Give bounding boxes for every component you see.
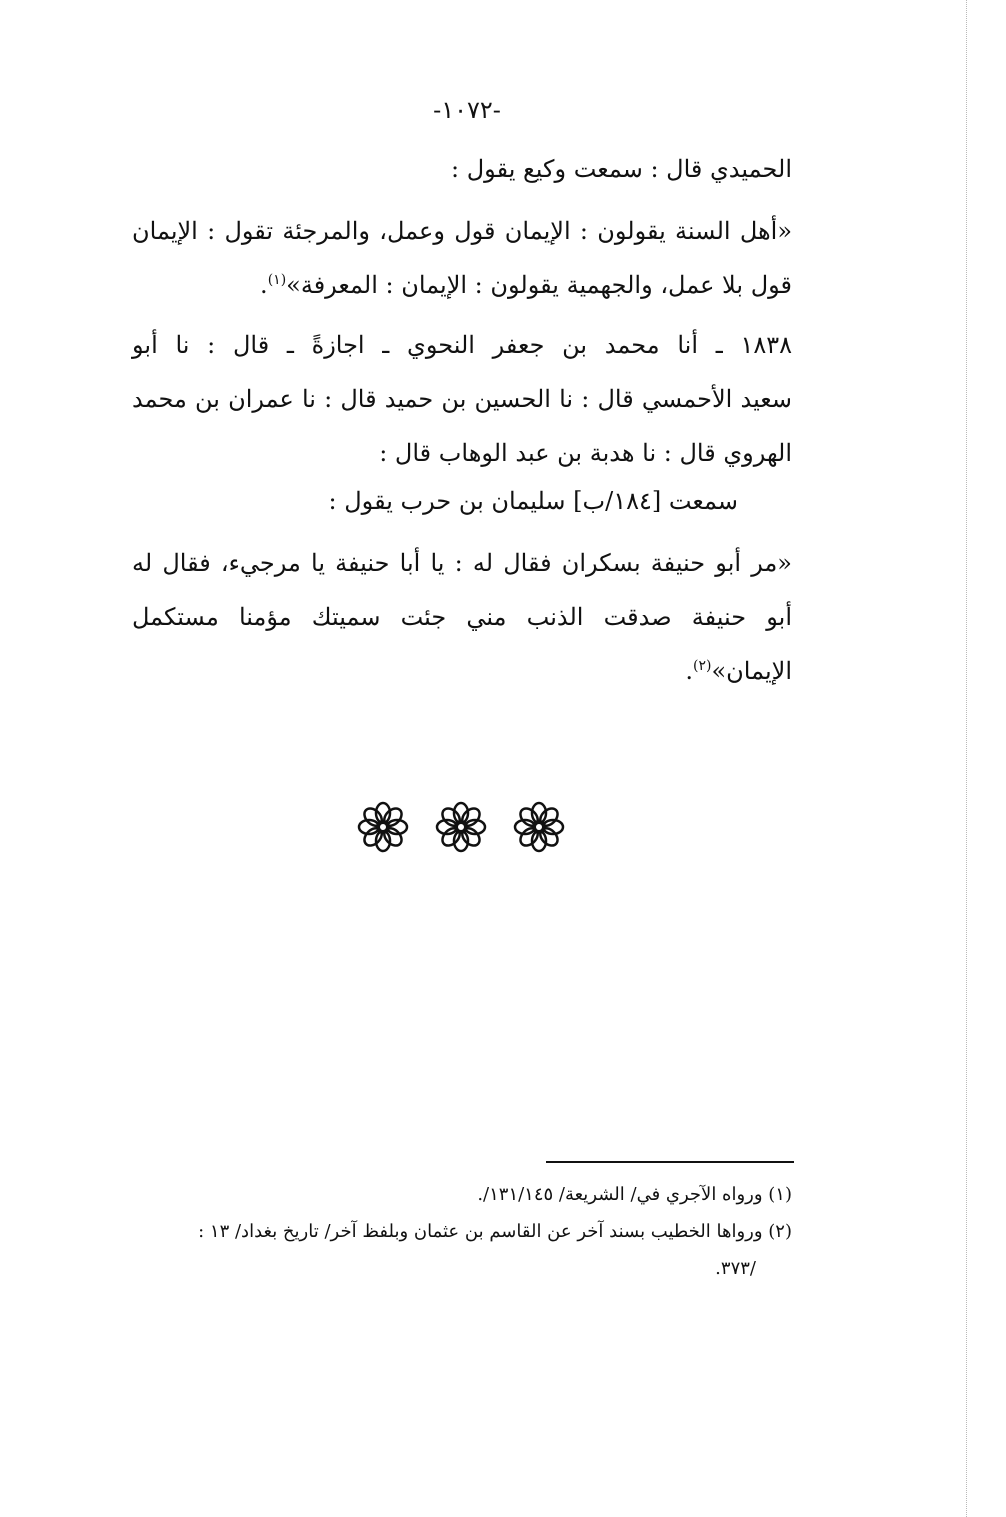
intro-line: الحميدي قال : سمعت وكيع يقول : — [451, 155, 792, 183]
page-edge-line — [966, 0, 967, 1517]
footnote-separator — [546, 1161, 794, 1163]
flower-rosette-icon — [357, 801, 409, 853]
quote-first-line-2-text: قول بلا عمل، والجهمية يقولون : الإيمان : المعرفة» — [286, 271, 792, 299]
narration-line-1: ١٨٣٨ ـ أنا محمد بن جعفر النحوي ـ اجازةً ـ قال : نا أبو — [132, 331, 792, 359]
section-divider-ornaments — [357, 797, 565, 857]
flower-rosette-icon — [513, 801, 565, 853]
quote-second-end-mark: . — [685, 657, 693, 685]
main-text — [132, 142, 792, 196]
heard-statement — [132, 474, 738, 528]
narration-line-2: سعيد الأحمسي قال : نا الحسين بن حميد قال : نا عمران بن محمد — [132, 385, 792, 413]
narration-line-3: الهروي قال : نا هدبة بن عبد الوهاب قال : — [379, 439, 792, 467]
quote-first-line-2 — [132, 258, 792, 312]
footnote-1: (١) ورواه الآجري في/ الشريعة/ ١٣١/١٤٥/. — [477, 1184, 792, 1205]
narration-chain — [132, 318, 792, 480]
quote-first — [132, 204, 792, 312]
footnote-ref-2: (٢) — [693, 658, 712, 674]
page-number: -١٠٧٢- — [433, 96, 501, 124]
quote-second-line-1: «مر أبو حنيفة بسكران فقال له : يا أبا حنيفة يا مرجيء، فقال له — [132, 549, 792, 577]
footnotes — [128, 1176, 792, 1287]
quote-first-line-1: «أهل السنة يقولون : الإيمان قول وعمل، والمرجئة تقول : الإيمان — [132, 217, 792, 245]
quote-second-line-3-text: الإيمان» — [711, 657, 792, 685]
heard-line: سمعت [١٨٤/ب] سليمان بن حرب يقول : — [328, 487, 738, 515]
quote-first-end-mark: . — [260, 271, 268, 299]
footnote-ref-1: (١) — [267, 272, 287, 288]
quote-second-line-3 — [132, 644, 792, 698]
quote-second-line-2: أبو حنيفة صدقت الذنب مني جئت سميتك مؤمنا مستكمل — [132, 603, 792, 631]
flower-rosette-icon — [435, 801, 487, 853]
footnote-2-line-1: (٢) ورواها الخطيب بسند آخر عن القاسم بن عثمان وبلفظ آخر/ تاريخ بغداد/ ١٣ : — [198, 1221, 792, 1242]
quote-second — [132, 536, 792, 698]
footnote-2-line-2: /٣٧٣. — [715, 1258, 756, 1279]
